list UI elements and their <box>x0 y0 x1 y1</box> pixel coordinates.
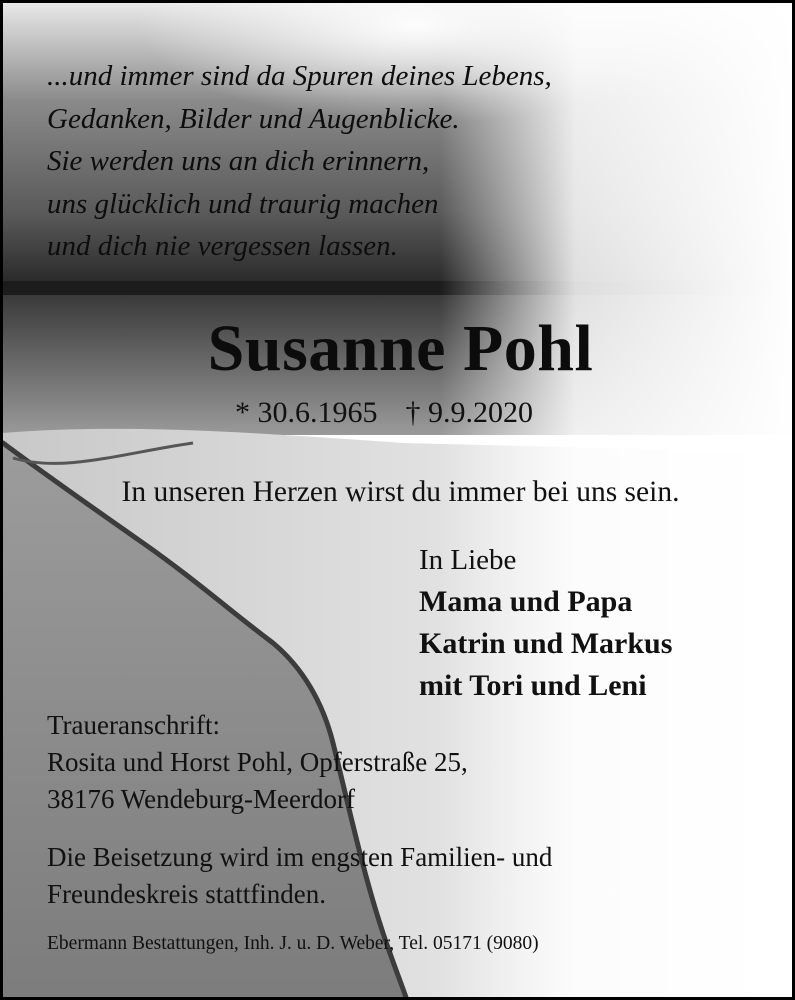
death-date: † 9.9.2020 <box>405 396 533 429</box>
poem-line: Gedanken, Bilder und Augenblicke. <box>47 102 460 135</box>
poem-line: Sie werden uns an dich erinnern, <box>47 145 430 178</box>
mourners-intro: In Liebe <box>419 544 517 576</box>
poem-line: uns glücklich und traurig machen <box>47 187 439 220</box>
deceased-name: Susanne Pohl <box>207 312 594 385</box>
mourner-name: Katrin und Markus <box>419 627 673 660</box>
life-dates <box>235 396 533 430</box>
burial-line: Freundeskreis stattfinden. <box>47 879 326 909</box>
address-line: Rosita und Horst Pohl, Opferstraße 25, <box>47 747 468 777</box>
burial-line: Die Beisetzung wird im engsten Familien- und <box>47 842 553 872</box>
birth-date: * 30.6.1965 <box>235 396 378 429</box>
mourners <box>419 539 672 707</box>
address-line: 38176 Wendeburg-Meerdorf <box>47 784 355 814</box>
mourning-address <box>47 707 468 818</box>
poem-line: und dich nie vergessen lassen. <box>47 230 398 263</box>
undertaker-credit: Ebermann Bestattungen, Inh. J. u. D. Weber, Tel. 05171 (9080) <box>47 933 539 954</box>
poem <box>47 55 552 268</box>
burial-note <box>47 839 552 913</box>
mourner-name: mit Tori und Leni <box>419 669 647 702</box>
motto: In unseren Herzen wirst du immer bei uns sein. <box>121 476 680 508</box>
mourner-name: Mama und Papa <box>419 585 633 618</box>
address-label: Traueranschrift: <box>47 710 220 740</box>
poem-line: ...und immer sind da Spuren deines Lebens, <box>47 60 552 92</box>
